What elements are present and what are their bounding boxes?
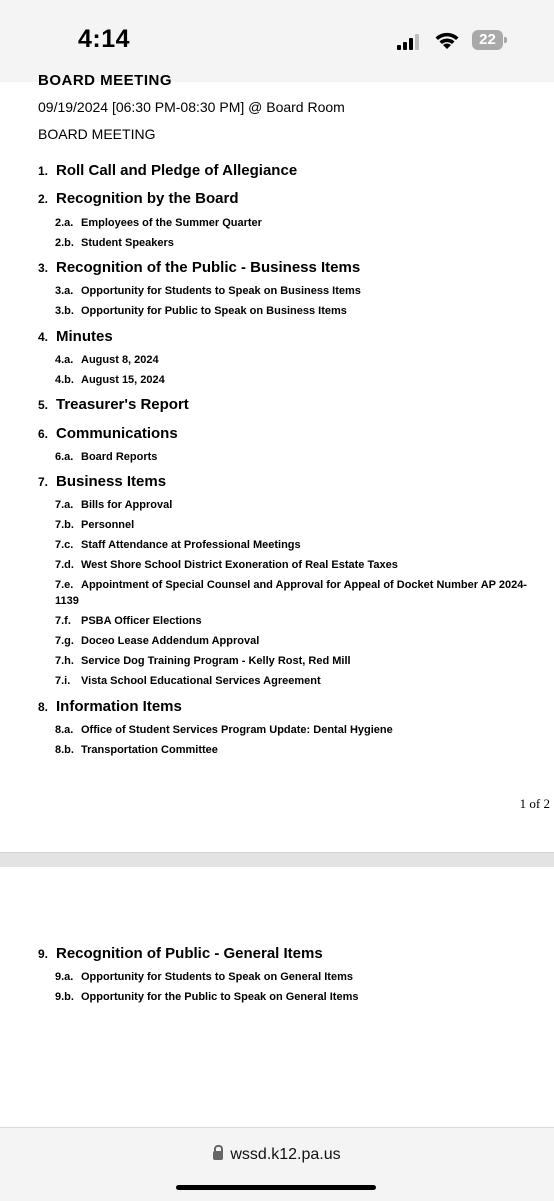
agenda-subitem: 2.a. Employees of the Summer Quarter [55, 217, 262, 229]
agenda-subitem: 7.b. Personnel [55, 519, 135, 531]
agenda-subitem: 7.a. Bills for Approval [55, 499, 173, 511]
agenda-subitem: 7.i. Vista School Educational Services Agreement [55, 675, 321, 687]
agenda-subitem: 7.g. Doceo Lease Addendum Approval [55, 635, 260, 647]
pdf-page-2[interactable] [0, 867, 554, 1127]
page-separator [0, 852, 554, 868]
agenda-item: 1. Roll Call and Pledge of Allegiance [38, 162, 298, 179]
url-field[interactable] [0, 1146, 554, 1164]
status-bar [0, 0, 554, 82]
agenda-item: 5. Treasurer's Report [38, 396, 189, 413]
wifi-icon [434, 30, 460, 50]
agenda-subitem: 7.c. Staff Attendance at Professional Meetings [55, 539, 301, 551]
agenda-item: 9. Recognition of Public - General Items [38, 945, 323, 962]
page-indicator: 1 of 2 [519, 796, 550, 811]
agenda-item: 4. Minutes [38, 328, 113, 345]
pdf-page-1[interactable] [0, 72, 554, 852]
status-time: 4:14 [78, 25, 131, 53]
meeting-type: BOARD MEETING [38, 126, 156, 142]
agenda-item: 7. Business Items [38, 473, 167, 490]
agenda-item: 8. Information Items [38, 698, 182, 715]
agenda-item: 3. Recognition of the Public - Business Items [38, 259, 361, 276]
agenda-subitem: 7.h. Service Dog Training Program - Kelly Rost, Red Mill [55, 655, 351, 667]
agenda-subitem: 4.a. August 8, 2024 [55, 354, 159, 366]
agenda-subitem: 7.d. West Shore School District Exoneration of Real Estate Taxes [55, 559, 398, 571]
agenda-subitem: 3.b. Opportunity for Public to Speak on Business Items [55, 305, 347, 317]
battery-level: 22 [472, 30, 503, 50]
agenda-subitem: 6.a. Board Reports [55, 451, 158, 463]
cellular-signal-icon [397, 34, 421, 50]
agenda-subitem: 8.a. Office of Student Services Program Update: Dental Hygiene [55, 724, 393, 736]
battery-icon [472, 30, 508, 50]
agenda-subitem: 8.b. Transportation Committee [55, 744, 218, 756]
browser-address-bar[interactable] [0, 1127, 554, 1201]
agenda-subitem: 7.f. PSBA Officer Elections [55, 615, 202, 627]
meeting-date-line: 09/19/2024 [06:30 PM-08:30 PM] @ Board Room [38, 99, 345, 115]
agenda-item: 2. Recognition by the Board [38, 190, 239, 207]
agenda-subitem: 4.b. August 15, 2024 [55, 374, 165, 386]
agenda-subitem: 7.e. Appointment of Special Counsel and Approval for Appeal of Docket Number AP 2024-1139 [55, 579, 527, 607]
agenda-subitem: 9.a. Opportunity for Students to Speak on General Items [55, 971, 353, 983]
url-text: wssd.k12.pa.us [230, 1146, 341, 1163]
agenda-subitem: 2.b. Student Speakers [55, 237, 174, 249]
agenda-item: 6. Communications [38, 425, 178, 442]
agenda-subitem: 3.a. Opportunity for Students to Speak on Business Items [55, 285, 361, 297]
home-indicator[interactable] [176, 1185, 376, 1190]
agenda-subitem: 9.b. Opportunity for the Public to Speak on General Items [55, 991, 359, 1003]
lock-icon [213, 1151, 223, 1160]
document-header: BOARD MEETING [38, 72, 172, 89]
